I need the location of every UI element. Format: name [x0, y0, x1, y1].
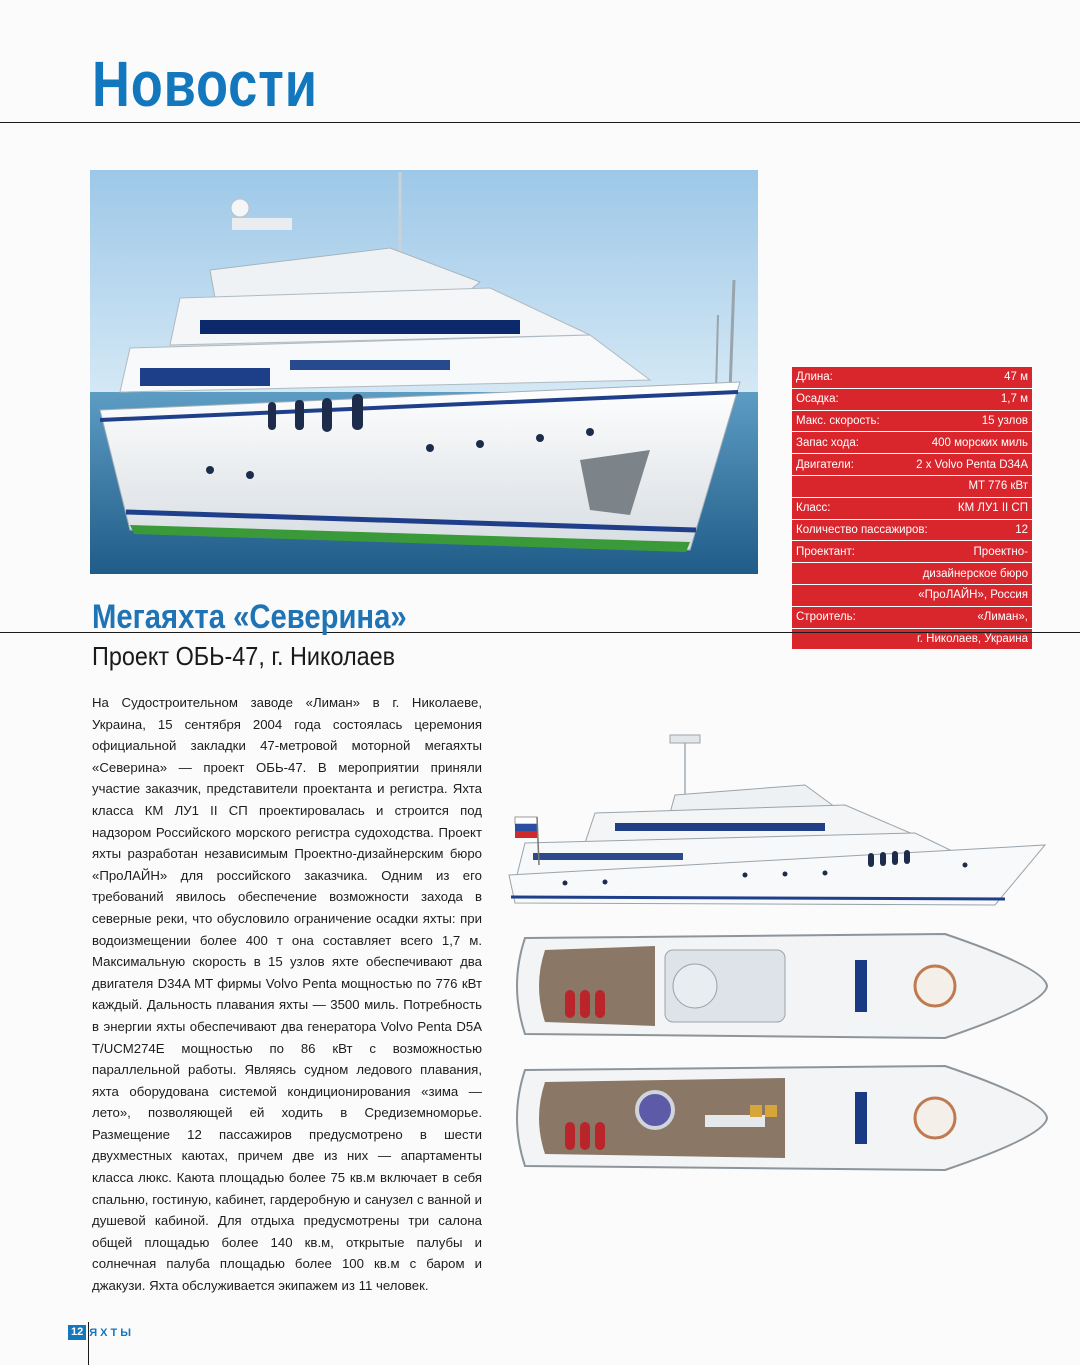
spec-row [792, 411, 1032, 433]
spec-row [792, 367, 1032, 389]
spec-label: Макс. скорость: [796, 414, 880, 427]
spec-value: КМ ЛУ1 II СП [957, 502, 1028, 515]
yacht-side-profile-drawing [505, 725, 1060, 910]
spec-value: 400 морских миль [931, 436, 1028, 449]
specifications-table [792, 367, 1032, 650]
yacht-render-photo [90, 170, 758, 574]
magazine-name: ЯХТЫ [89, 1326, 134, 1339]
spec-label: Двигатели: [796, 458, 854, 471]
spec-row [792, 389, 1032, 411]
spec-row [792, 607, 1032, 629]
spec-row [792, 520, 1032, 542]
yacht-deck-plan-upper [505, 928, 1050, 1044]
spec-value: 47 м [1004, 371, 1028, 384]
spec-row [792, 454, 1032, 476]
folio-rule [88, 1322, 89, 1365]
spec-label: Строитель: [796, 611, 856, 624]
spec-label: Проектант: [796, 545, 855, 558]
spec-value: «Лиман», [977, 611, 1028, 624]
spec-label: Осадка: [796, 393, 839, 406]
spec-value: 1,7 м [1000, 393, 1028, 406]
spec-row [792, 563, 1032, 585]
spec-row [792, 585, 1032, 607]
page-number: 12 [68, 1325, 86, 1340]
spec-value: MT 776 кВт [968, 480, 1028, 493]
spec-value: 2 x Volvo Penta D34A [916, 458, 1028, 471]
spec-value: «ПроЛАЙН», Россия [918, 589, 1028, 602]
article-headline: Мегаяхта «Северина» [92, 598, 407, 636]
spec-value: 12 [1015, 523, 1028, 536]
spec-row [792, 476, 1032, 498]
spec-value: Проектно- [973, 545, 1028, 558]
page-folio [68, 1325, 134, 1340]
spec-label: Класс: [796, 502, 831, 515]
spec-label: Количество пассажиров: [796, 523, 928, 536]
spec-row [792, 541, 1032, 563]
spec-label: Запас хода: [796, 436, 859, 449]
spec-value: дизайнерское бюро [922, 567, 1028, 580]
article-body: На Судостроительном заводе «Лиман» в г. Николаеве, Украина, 15 сентября 2004 года состоялась церемония официальной закладки 47-метровой моторной мегаяхты «Северина» — проект ОБЬ-47. В мероприятии приняли участие заказчик, представители проектанта и регистра. Яхта класса КМ ЛУ1 II СП проектировалась и строится под надзором Российского морского регистра судоходства. Проект яхты разработан независимым Проектно-дизайнерским бюро «ПроЛАЙН» для российского заказчика. Одним из его требований явилось обеспечение возможности захода в северные реки, что обусловило ограничение осадки яхты: при водоизмещении более 400 т она составляет всего 1,7 м. Максимальную скорость в 15 узлов яхте обеспечивают два двигателя D34A MT фирмы Volvo Penta мощностью по 776 кВт каждый. Дальность плавания яхты — 3500 миль. Потребность в энергии яхты обеспечивают два генератора Volvo Penta D5A T/UCM274E мощностью по 86 кВт с возможностью параллельной работы. Являясь судном ледового плавания, яхта оборудована системой кондиционирования «зима — лето», позволяющей ей ходить в Средиземноморье. Размещение 12 пассажиров предусмотрено в шести двухместных каютах, причем две из них — апартаменты класса люкс. Каюта площадью более 75 кв.м включает в себя спальню, гостиную, кабинет, гардеробную и санузел с ванной и душевой кабиной. Для отдыха предусмотрены три салона общей площадью более 140 кв.м, открытые палубы и солнечная палуба площадью более 100 кв.м с баром и джакузи. Яхта обслуживается экипажем из 11 человек. [92, 695, 482, 1294]
spec-label: Длина: [796, 371, 833, 384]
spec-row [792, 498, 1032, 520]
article-subheadline: Проект ОБЬ-47, г. Николаев [92, 641, 396, 671]
section-title: Новости [92, 48, 318, 120]
header-rule [0, 122, 1080, 123]
spec-row [792, 432, 1032, 454]
spec-value: 15 узлов [981, 414, 1028, 427]
spec-value: г. Николаев, Украина [917, 632, 1028, 645]
yacht-deck-plan-sun [505, 1060, 1050, 1176]
